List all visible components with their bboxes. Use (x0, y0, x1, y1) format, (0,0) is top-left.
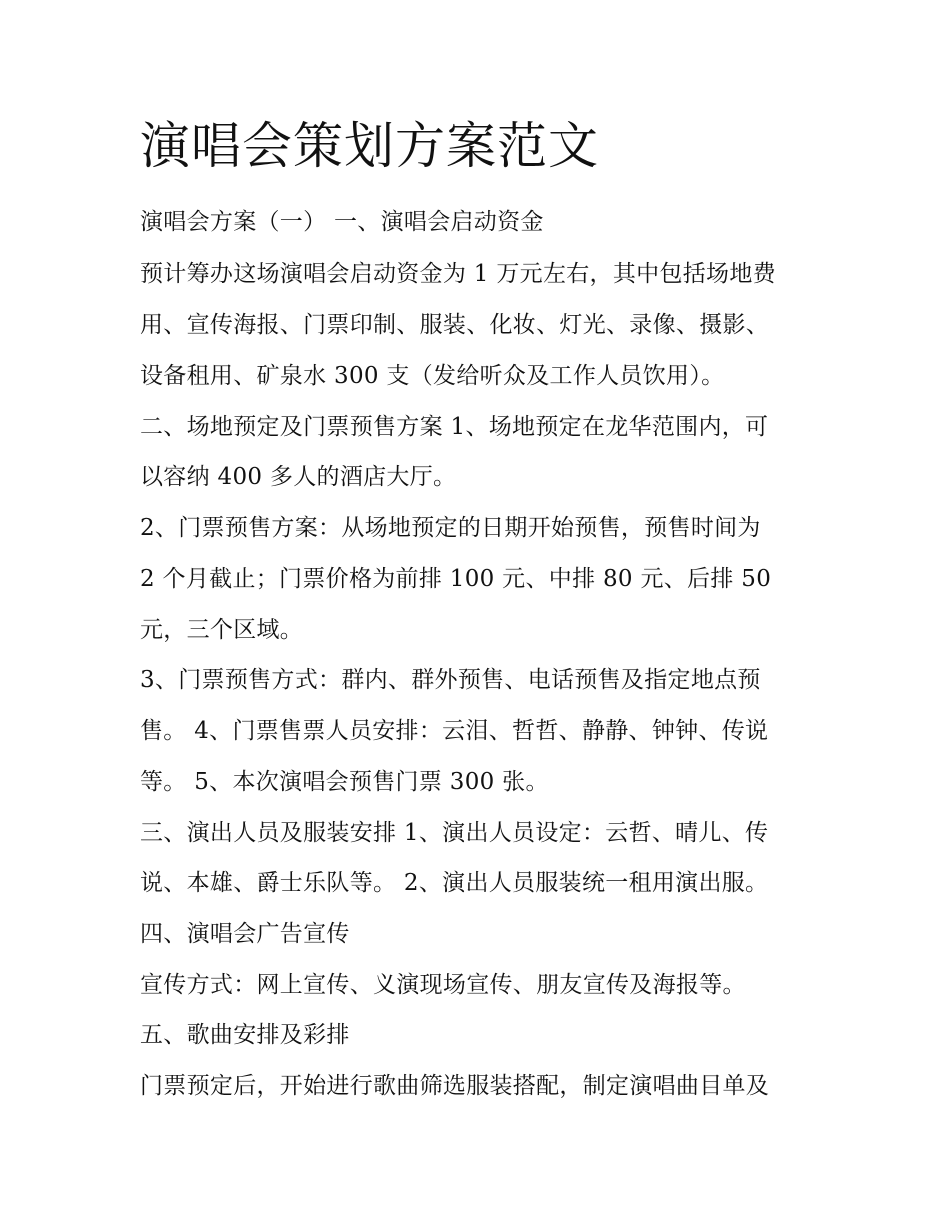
paragraph-line: 用、宣传海报、门票印制、服装、化妆、灯光、录像、摄影、 (140, 312, 770, 338)
paragraph-line: 元，三个区域。 (140, 617, 304, 643)
paragraph-line: 宣传方式：网上宣传、义演现场宣传、朋友宣传及海报等。 (140, 972, 746, 998)
paragraph-line: 设备租用、矿泉水 300 支（发给听众及工作人员饮用）。 (140, 363, 725, 389)
document-title: 演唱会策划方案范文 (140, 117, 599, 175)
paragraph-line: 3、门票预售方式：群内、群外预售、电话预售及指定地点预 (140, 667, 761, 693)
paragraph-line: 门票预定后，开始进行歌曲筛选服装搭配，制定演唱曲目单及 (140, 1073, 770, 1099)
paragraph-line: 说、本雄、爵士乐队等。 2、演出人员服装统一租用演出服。 (140, 870, 769, 896)
paragraph-line: 预计筹办这场演唱会启动资金为 1 万元左右，其中包括场地费 (140, 261, 776, 287)
paragraph-line: 演唱会方案（一） 一、演唱会启动资金 (140, 209, 544, 235)
paragraph-line: 二、场地预定及门票预售方案 1、场地预定在龙华范围内，可 (140, 414, 769, 440)
paragraph-line: 售。 4、门票售票人员安排：云泪、哲哲、静静、钟钟、传说 (140, 718, 769, 744)
paragraph-line: 2、门票预售方案：从场地预定的日期开始预售，预售时间为 (140, 515, 761, 541)
section-heading: 四、演唱会广告宣传 (140, 921, 350, 947)
paragraph-line: 三、演出人员及服装安排 1、演出人员设定：云哲、晴儿、传 (140, 820, 769, 846)
paragraph-line: 2 个月截止；门票价格为前排 100 元、中排 80 元、后排 50 (140, 566, 772, 592)
paragraph-line: 等。 5、本次演唱会预售门票 300 张。 (140, 769, 549, 795)
paragraph-line: 以容纳 400 多人的酒店大厅。 (140, 464, 457, 490)
section-heading: 五、歌曲安排及彩排 (140, 1022, 350, 1048)
